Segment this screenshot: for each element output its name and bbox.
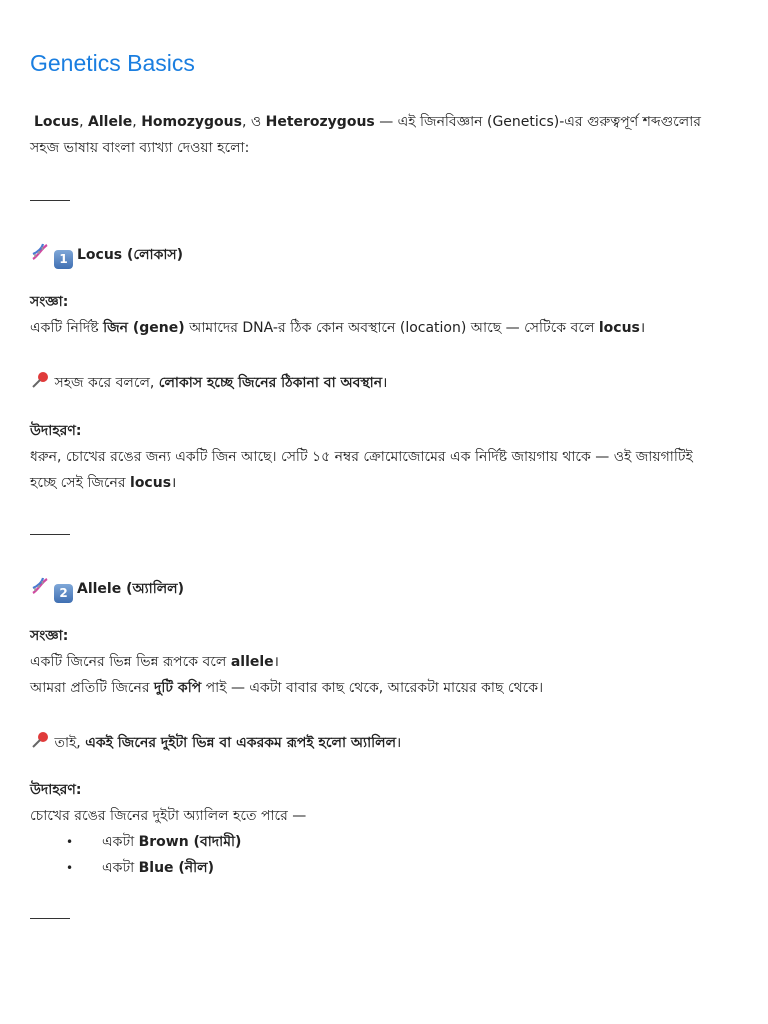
definition-text-2 — [30, 679, 543, 697]
term-locus: locus — [130, 475, 172, 491]
definition-label: সংজ্ঞা: — [30, 628, 69, 644]
list-item — [102, 859, 214, 877]
term-allele: allele — [230, 654, 274, 670]
text-part: পাই — একটা বাবার কাছ থেকে, আরেকটা মায়ের কাছ থেকে। — [201, 680, 544, 696]
pushpin-icon — [30, 730, 50, 755]
dna-icon — [30, 242, 50, 267]
section-heading-locus — [30, 242, 183, 269]
note-line — [30, 730, 401, 755]
bullet-dot: • — [66, 861, 74, 875]
divider — [30, 200, 70, 201]
allele-brown: Brown (বাদামী) — [138, 834, 242, 850]
note-emphasis: লোকাস হচ্ছে জিনের ঠিকানা বা অবস্থান — [158, 375, 383, 391]
text-part: একটি নির্দিষ্ট — [30, 320, 104, 336]
definition-text — [30, 319, 645, 337]
term-homozygous: Homozygous — [141, 114, 242, 130]
pushpin-icon — [30, 370, 50, 395]
text-part: হচ্ছে সেই জিনের — [30, 475, 131, 491]
text-part: আমাদের DNA-র ঠিক কোন অবস্থানে (location) আছে — সেটিকে বলে — [184, 320, 599, 336]
example-label: উদাহরণ: — [30, 782, 82, 798]
term-locus: locus — [598, 320, 640, 336]
heading-text: Allele (অ্যালিল) — [77, 581, 185, 597]
heading-text: Locus (লোকাস) — [77, 247, 184, 263]
text-part: । — [273, 654, 279, 670]
intro-line-1 — [30, 113, 701, 131]
text-part: একটি জিনের ভিন্ন ভিন্ন রূপকে বলে — [30, 654, 231, 670]
separator: , ও — [241, 114, 266, 130]
definition-label: সংজ্ঞা: — [30, 294, 69, 310]
list-item — [102, 833, 241, 851]
text-part: । — [382, 375, 388, 391]
term-heterozygous: Heterozygous — [265, 114, 375, 130]
page-title: Genetics Basics — [30, 50, 195, 76]
term-gene: জিন (gene) — [103, 320, 185, 336]
note-emphasis: একই জিনের দুইটা ভিন্ন বা একরকম রূপই হলো অ্যালিল — [85, 735, 397, 751]
divider — [30, 918, 70, 919]
text-part: একটা — [102, 834, 139, 850]
text-part: । — [171, 475, 177, 491]
example-line-2 — [30, 474, 176, 492]
term-two-copies: দুটি কপি — [154, 680, 202, 696]
term-allele: Allele — [88, 114, 133, 130]
example-label: উদাহরণ: — [30, 423, 82, 439]
keycap-number-icon: 1 — [54, 250, 73, 269]
text-part: আমরা প্রতিটি জিনের — [30, 680, 155, 696]
intro-line-2: সহজ ভাষায় বাংলা ব্যাখ্যা দেওয়া হলো: — [30, 140, 250, 156]
example-line-1: ধরুন, চোখের রঙের জন্য একটি জিন আছে। সেটি ১৫ নম্বর ক্রোমোজোমের এক নির্দিষ্ট জায়গায় থাকে — ওই জায়গাটিই — [30, 449, 693, 465]
text-part: সহজ করে বললে, — [54, 375, 159, 391]
separator: , — [79, 114, 89, 130]
text-part: । — [396, 735, 402, 751]
definition-text — [30, 653, 279, 671]
divider — [30, 534, 70, 535]
section-heading-allele — [30, 576, 184, 603]
text-part: একটা — [102, 860, 139, 876]
text-part: । — [639, 320, 646, 336]
separator: , — [132, 114, 142, 130]
text-part: তাই, — [54, 735, 86, 751]
bullet-dot: • — [66, 835, 74, 849]
term-locus: Locus — [34, 114, 80, 130]
keycap-number-icon: 2 — [54, 584, 73, 603]
example-line-1: চোখের রঙের জিনের দুইটা অ্যালিল হতে পারে — — [30, 808, 307, 824]
allele-blue: Blue (নীল) — [138, 860, 214, 876]
dna-icon — [30, 576, 50, 601]
intro-rest: — এই জিনবিজ্ঞান (Genetics)-এর গুরুত্বপূর্ণ শব্দগুলোর — [374, 114, 701, 130]
note-line — [30, 370, 387, 395]
